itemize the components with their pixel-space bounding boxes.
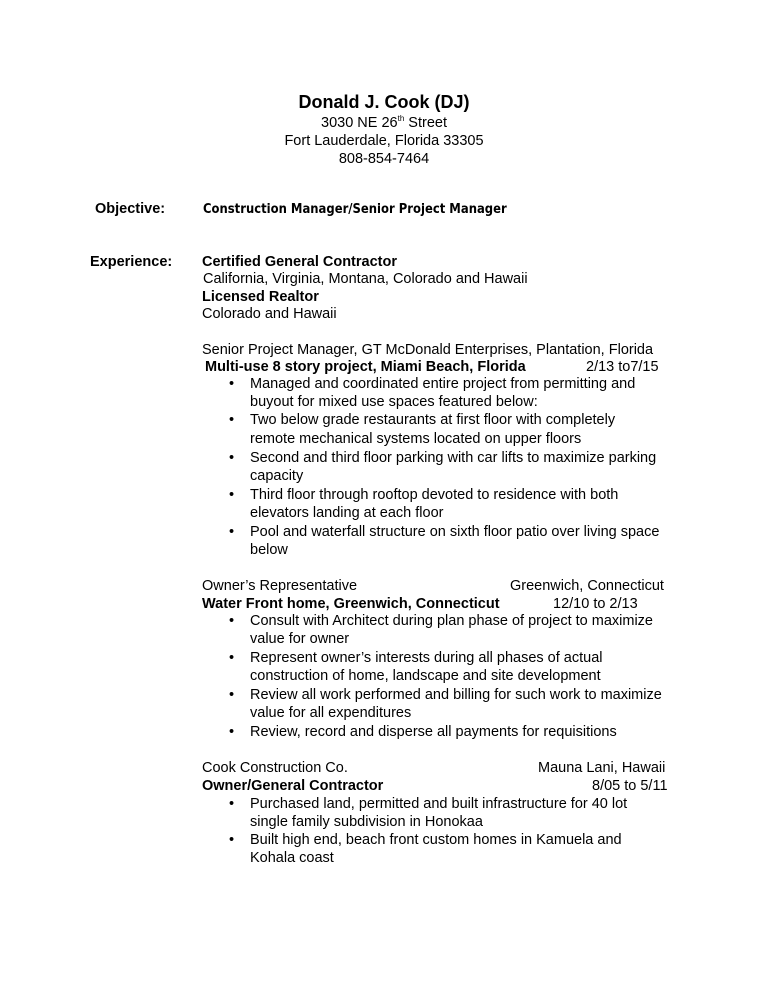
bullet-text: Kohala coast <box>250 850 334 866</box>
credential-title: Certified General Contractor <box>202 254 397 270</box>
job-dates: 8/05 to 5/11 <box>592 778 668 794</box>
bullet-text: below <box>250 542 288 558</box>
experience-label: Experience: <box>90 254 173 270</box>
job-role-line: Senior Project Manager, GT McDonald Enterprises, Plantation, Florida <box>202 342 654 358</box>
bullet-text: remote mechanical systems located on upper floors <box>250 431 582 447</box>
objective-label: Objective: <box>95 201 166 217</box>
bullet-icon: • <box>229 376 235 392</box>
address-number: 3030 NE 26 <box>321 115 398 131</box>
job-role: Cook Construction Co. <box>202 760 348 776</box>
bullet-text: buyout for mixed use spaces featured below: <box>250 394 538 410</box>
bullet-text: Built high end, beach front custom homes in Kamuela and <box>250 832 622 848</box>
bullet-text: value for owner <box>250 631 350 647</box>
bullet-text: construction of home, landscape and site development <box>250 668 601 684</box>
bullet-icon: • <box>229 524 235 540</box>
bullet-icon: • <box>229 450 235 466</box>
job-dates: 2/13 to7/15 <box>586 359 659 375</box>
job-role: Owner’s Representative <box>202 578 358 594</box>
objective-text: Construction Manager/Senior Project Manager <box>203 201 507 217</box>
bullet-text: Two below grade restaurants at first floor with completely <box>250 412 616 428</box>
address-street: Street <box>404 115 447 131</box>
city-line: Fort Lauderdale, Florida 33305 <box>284 133 484 149</box>
bullet-text: Represent owner’s interests during all phases of actual <box>250 650 603 666</box>
bullet-text: Consult with Architect during plan phase of project to maximize <box>250 613 653 629</box>
bullet-icon: • <box>229 613 235 629</box>
bullet-text: Managed and coordinated entire project from permitting and <box>250 376 636 392</box>
credential-title: Licensed Realtor <box>202 289 319 305</box>
bullet-icon: • <box>229 412 235 428</box>
resume-name: Donald J. Cook (DJ) <box>298 92 470 112</box>
bullet-icon: • <box>229 796 235 812</box>
job-location: Mauna Lani, Hawaii <box>538 760 666 776</box>
address-line <box>0 115 768 131</box>
job-dates: 12/10 to 2/13 <box>553 596 638 612</box>
phone-number: 808-854-7464 <box>338 151 430 167</box>
bullet-text: Review all work performed and billing for such work to maximize <box>250 687 662 703</box>
bullet-text: Purchased land, permitted and built infrastructure for 40 lot <box>250 796 628 812</box>
bullet-icon: • <box>229 650 235 666</box>
bullet-text: capacity <box>250 468 304 484</box>
job-project: Water Front home, Greenwich, Connecticut <box>202 596 500 612</box>
bullet-text: Pool and waterfall structure on sixth floor patio over living space <box>250 524 660 540</box>
credential-detail: California, Virginia, Montana, Colorado and Hawaii <box>203 271 528 287</box>
bullet-icon: • <box>229 687 235 703</box>
bullet-text: single family subdivision in Honokaa <box>250 814 483 830</box>
bullet-text: Review, record and disperse all payments for requisitions <box>250 724 617 740</box>
job-location: Greenwich, Connecticut <box>510 578 664 594</box>
bullet-icon: • <box>229 487 235 503</box>
bullet-icon: • <box>229 832 235 848</box>
bullet-text: Second and third floor parking with car lifts to maximize parking <box>250 450 657 466</box>
address-ordinal: th <box>397 114 405 123</box>
job-project: Owner/General Contractor <box>202 778 384 794</box>
bullet-text: elevators landing at each floor <box>250 505 444 521</box>
bullet-text: value for all expenditures <box>250 705 412 721</box>
bullet-icon: • <box>229 724 235 740</box>
credential-detail: Colorado and Hawaii <box>202 306 337 322</box>
bullet-text: Third floor through rooftop devoted to residence with both <box>250 487 619 503</box>
job-project: Multi-use 8 story project, Miami Beach, Florida <box>205 359 526 375</box>
